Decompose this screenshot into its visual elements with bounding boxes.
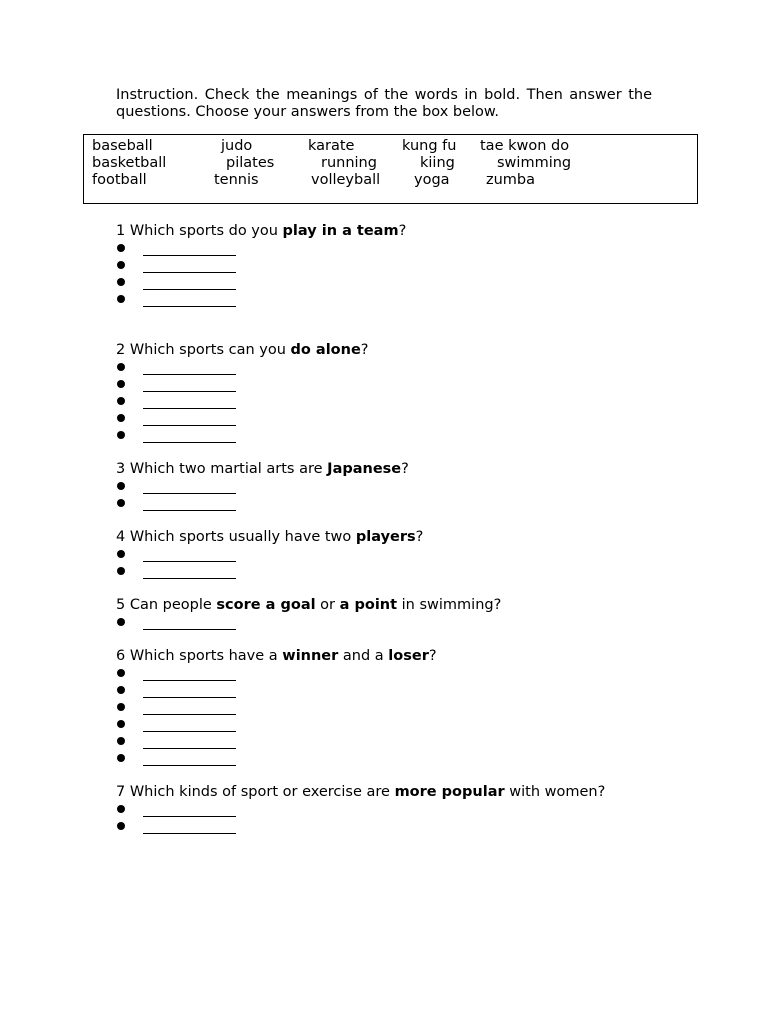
bullet-icon [117,482,125,490]
bold-term: more popular [394,784,505,800]
answer-blank[interactable] [143,680,236,681]
answer-blank[interactable] [143,442,236,443]
answer-item [116,563,423,580]
answer-list [116,665,437,767]
word-baseball: baseball [92,138,153,154]
question-3 [116,461,409,512]
answer-item [116,240,406,257]
bullet-icon [117,431,125,439]
question-6 [116,648,437,767]
bullet-icon [117,805,125,813]
answer-item [116,682,437,699]
answer-item [116,801,605,818]
bullet-icon [117,397,125,405]
answer-blank[interactable] [143,272,236,273]
answer-list [116,801,605,835]
question-number: 4 [116,529,126,545]
question-number: 2 [116,342,126,358]
answer-item [116,427,369,444]
bullet-icon [117,720,125,728]
question-7-text: 7 Which kinds of sport or exercise are more popular with women? [116,784,606,800]
answer-item [116,393,369,410]
instruction-text: Instruction. Check the meanings of the words in bold. Then answer the questions. Choose your answers from the box below. [116,87,652,120]
word-judo: judo [221,138,253,154]
question-5 [116,597,501,631]
answer-item [116,750,437,767]
answer-item [116,546,423,563]
answer-list [116,546,423,580]
answer-item [116,818,605,835]
bullet-icon [117,669,125,677]
answer-blank[interactable] [143,561,236,562]
question-7 [116,784,605,835]
answer-item [116,376,369,393]
word-box [83,134,698,204]
bullet-icon [117,295,125,303]
answer-blank[interactable] [143,816,236,817]
word-football: football [92,172,147,188]
answer-blank[interactable] [143,306,236,307]
bullet-icon [117,261,125,269]
question-1-text: 1 Which sports do you play in a team? [116,223,407,239]
question-3-text: 3 Which two martial arts are Japanese? [116,461,409,477]
word-basketball: basketball [92,155,167,171]
answer-list [116,359,369,444]
bullet-icon [117,363,125,371]
answer-list [116,478,409,512]
answer-item [116,410,369,427]
answer-blank[interactable] [143,748,236,749]
answer-item [116,665,437,682]
word-volleyball: volleyball [311,172,381,188]
word-pilates: pilates [226,155,275,171]
answer-blank[interactable] [143,391,236,392]
question-4 [116,529,423,580]
bullet-icon [117,550,125,558]
question-number: 3 [116,461,126,477]
question-number: 1 [116,223,126,239]
bold-term: winner [282,648,339,664]
answer-item [116,699,437,716]
bullet-icon [117,754,125,762]
question-5-text: 5 Can people score a goal or a point in swimming? [116,597,502,613]
answer-item [116,716,437,733]
word-tennis: tennis [214,172,259,188]
answer-item [116,257,406,274]
answer-blank[interactable] [143,578,236,579]
bold-term: players [355,529,416,545]
bullet-icon [117,686,125,694]
word-tae-kwon-do: tae kwon do [480,138,570,154]
bullet-icon [117,278,125,286]
answer-item [116,359,369,376]
answer-blank[interactable] [143,255,236,256]
bullet-icon [117,703,125,711]
word-karate: karate [308,138,355,154]
answer-blank[interactable] [143,374,236,375]
answer-item [116,478,409,495]
bullet-icon [117,618,125,626]
answer-item [116,614,501,631]
answer-blank[interactable] [143,289,236,290]
answer-blank[interactable] [143,629,236,630]
bullet-icon [117,414,125,422]
bullet-icon [117,244,125,252]
answer-blank[interactable] [143,714,236,715]
answer-item [116,495,409,512]
question-6-text: 6 Which sports have a winner and a loser? [116,648,437,664]
bold-term: score a goal [216,597,316,613]
answer-blank[interactable] [143,833,236,834]
answer-list [116,240,406,308]
word-kung-fu: kung fu [402,138,457,154]
word-kiing: kiing [420,155,455,171]
question-2-text: 2 Which sports can you do alone? [116,342,369,358]
answer-blank[interactable] [143,425,236,426]
word-swimming: swimming [497,155,572,171]
bullet-icon [117,737,125,745]
answer-blank[interactable] [143,408,236,409]
question-4-text: 4 Which sports usually have two players? [116,529,424,545]
answer-blank[interactable] [143,493,236,494]
answer-item [116,291,406,308]
answer-blank[interactable] [143,765,236,766]
word-zumba: zumba [486,172,536,188]
answer-item [116,733,437,750]
question-number: 5 [116,597,126,613]
question-1 [116,223,406,308]
bold-term: play in a team [282,223,399,239]
bold-term: a point [339,597,398,613]
bold-term: loser [388,648,429,664]
question-number: 7 [116,784,126,800]
bullet-icon [117,567,125,575]
bullet-icon [117,499,125,507]
bold-term: do alone [290,342,361,358]
word-yoga: yoga [414,172,450,188]
answer-blank[interactable] [143,731,236,732]
answer-blank[interactable] [143,510,236,511]
question-2 [116,342,369,444]
answer-item [116,274,406,291]
bullet-icon [117,822,125,830]
bold-term: Japanese [327,461,402,477]
answer-blank[interactable] [143,697,236,698]
bullet-icon [117,380,125,388]
question-number: 6 [116,648,126,664]
answer-list [116,614,501,631]
word-running: running [321,155,377,171]
